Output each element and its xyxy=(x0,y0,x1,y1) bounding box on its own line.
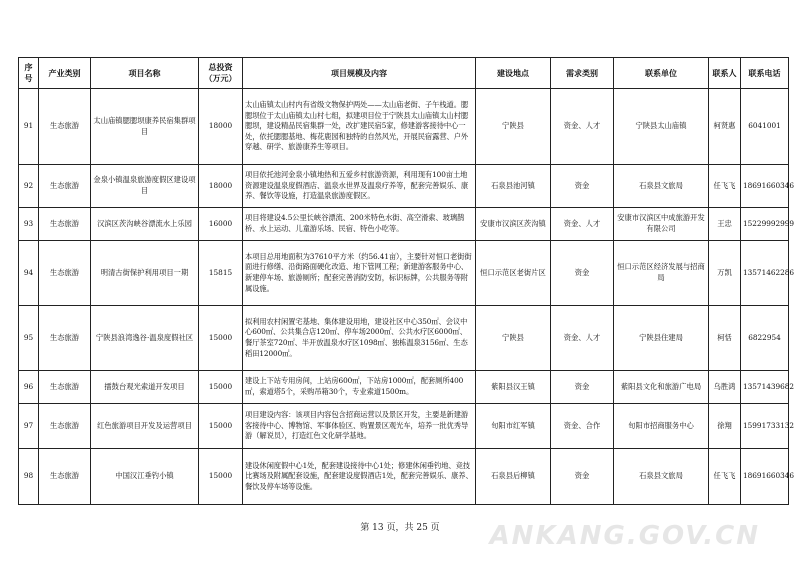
cell-category: 生态旅游 xyxy=(39,241,91,306)
cell-category: 生态旅游 xyxy=(39,165,91,208)
cell-location: 安康市汉滨区茨沟镇 xyxy=(476,208,551,241)
header-scale: 项目规模及内容 xyxy=(243,58,476,89)
cell-phone: 13571439682 xyxy=(741,371,789,404)
cell-investment: 15000 xyxy=(199,404,243,449)
header-needs: 需求类别 xyxy=(551,58,614,89)
cell-contact: 万凯 xyxy=(709,241,741,306)
site-watermark: ANKANG.GOV.CN xyxy=(489,521,760,551)
cell-scale: 建设休闲度假中心1处，配套建设接待中心1处；修建休闲垂钓地、竞技比赛场及附属配套设施，配套建设度假酒店1处，配套完善娱乐、康养、餐饮及停车场等设施。 xyxy=(243,449,476,505)
header-name: 项目名称 xyxy=(91,58,199,89)
cell-scale: 太山庙镇太山村内有省级文物保护两处——太山庙老街、子午栈道。腮腮坝位于太山庙镇太山村七组，拟建项目位于宁陕县太山庙镇太山村腮腮坝，建设精品民宿集群一处，改扩建民宿5家，修建游客接待中心一处，依托腮腮基地、梅花鹿园和独特的自然风光，开展民宿露营、户外穿越、研学、旅游康养生等项目。 xyxy=(243,89,476,165)
cell-scale: 建设上下站专用房间，上站房600㎡，下站房1000㎡，配套厕所400㎡，索道塔5个，采购吊箱30个，专业索道1500m。 xyxy=(243,371,476,404)
cell-no: 97 xyxy=(19,404,39,449)
cell-name: 宁陕县浪湾逸谷·温泉度假社区 xyxy=(91,306,199,371)
cell-unit: 旬阳市招商服务中心 xyxy=(614,404,709,449)
cell-unit: 石泉县文旅局 xyxy=(614,449,709,505)
cell-name: 金泉小镇温泉旅游度假区建设项目 xyxy=(91,165,199,208)
cell-phone: 15229992999 xyxy=(741,208,789,241)
cell-unit: 恒口示范区经济发展与招商局 xyxy=(614,241,709,306)
cell-no: 91 xyxy=(19,89,39,165)
cell-contact: 柯贤惠 xyxy=(709,89,741,165)
table-row xyxy=(19,165,789,208)
cell-investment: 18000 xyxy=(199,165,243,208)
cell-no: 95 xyxy=(19,306,39,371)
table-row xyxy=(19,404,789,449)
cell-investment: 18000 xyxy=(199,89,243,165)
cell-location: 石泉县后柳镇 xyxy=(476,449,551,505)
cell-no: 98 xyxy=(19,449,39,505)
cell-needs: 资金 xyxy=(551,371,614,404)
cell-needs: 资金 xyxy=(551,449,614,505)
cell-unit: 紫阳县文化和旅游广电局 xyxy=(614,371,709,404)
cell-unit: 宁陕县住建局 xyxy=(614,306,709,371)
cell-contact: 乌胜鸿 xyxy=(709,371,741,404)
cell-needs: 资金、合作 xyxy=(551,404,614,449)
cell-investment: 16000 xyxy=(199,208,243,241)
header-contact: 联系人 xyxy=(709,58,741,89)
table-row xyxy=(19,241,789,306)
cell-investment: 15000 xyxy=(199,371,243,404)
cell-category: 生态旅游 xyxy=(39,371,91,404)
cell-needs: 资金 xyxy=(551,165,614,208)
header-location: 建设地点 xyxy=(476,58,551,89)
cell-name: 汉滨区茨沟峡谷漂流水上乐园 xyxy=(91,208,199,241)
cell-unit: 安康市汉滨区中成旅游开发有限公司 xyxy=(614,208,709,241)
cell-scale: 本项目总用地面积为37610平方米（约56.41亩），主要针对恒口老街街面进行修缮、沿街路面硬化改造、地下管网工程；新建游客服务中心、新建停车场、旅游厕所；配套完善消防安防，标识标牌，公共服务等附属设施。 xyxy=(243,241,476,306)
cell-investment: 15000 xyxy=(199,449,243,505)
cell-investment: 15000 xyxy=(199,306,243,371)
cell-location: 宁陕县 xyxy=(476,306,551,371)
table-row xyxy=(19,89,789,165)
cell-scale: 项目建设内容：该项目内容包含招商运营以及景区开发，主要是新建游客接待中心、博物馆、军事体验区、购置景区观光车，培养一批优秀导游（解说员），打造红色文化研学基地。 xyxy=(243,404,476,449)
header-phone: 联系电话 xyxy=(741,58,789,89)
cell-needs: 资金 xyxy=(551,241,614,306)
table-row xyxy=(19,449,789,505)
cell-phone: 6041001 xyxy=(741,89,789,165)
page-number: 第 13 页，共 25 页 xyxy=(360,523,440,533)
cell-no: 96 xyxy=(19,371,39,404)
cell-name: 明清古街保护利用项目一期 xyxy=(91,241,199,306)
table-header-row xyxy=(19,58,789,89)
cell-category: 生态旅游 xyxy=(39,449,91,505)
cell-contact: 柯恬 xyxy=(709,306,741,371)
cell-contact: 王忠 xyxy=(709,208,741,241)
cell-scale: 项目将建设4.5公里长峡谷漂流、200米特色水街、高空滑索、玻璃鹊桥、水上运动、儿童游乐场、民宿、特色小吃等。 xyxy=(243,208,476,241)
header-investment: 总投资 （万元） xyxy=(199,58,243,89)
table-row xyxy=(19,371,789,404)
cell-needs: 资金、人才 xyxy=(551,208,614,241)
cell-location: 宁陕县 xyxy=(476,89,551,165)
cell-unit: 石泉县文旅局 xyxy=(614,165,709,208)
cell-unit: 宁陕县太山庙镇 xyxy=(614,89,709,165)
cell-investment: 15815 xyxy=(199,241,243,306)
cell-phone: 18691660346 xyxy=(741,165,789,208)
cell-phone: 15991733132 xyxy=(741,404,789,449)
cell-contact: 徐翔 xyxy=(709,404,741,449)
table-row xyxy=(19,306,789,371)
cell-phone: 18691660346 xyxy=(741,449,789,505)
cell-name: 擂鼓台观光索道开发项目 xyxy=(91,371,199,404)
cell-phone: 6822954 xyxy=(741,306,789,371)
cell-name: 红色旅游项目开发及运营项目 xyxy=(91,404,199,449)
header-no: 序号 xyxy=(19,58,39,89)
header-unit: 联系单位 xyxy=(614,58,709,89)
cell-phone: 13571462286 xyxy=(741,241,789,306)
cell-category: 生态旅游 xyxy=(39,404,91,449)
cell-category: 生态旅游 xyxy=(39,306,91,371)
table-row xyxy=(19,208,789,241)
cell-needs: 资金、人才 xyxy=(551,306,614,371)
cell-no: 93 xyxy=(19,208,39,241)
header-category: 产业类别 xyxy=(39,58,91,89)
cell-location: 恒口示范区老街片区 xyxy=(476,241,551,306)
cell-scale: 项目依托池河金泉小镇地热和五爱乡村旅游资源，利用现有100亩土地资源建设温泉度假酒店、温泉水世界及温泉疗养等，配套完善娱乐、康养、餐饮等设施，打造温泉旅游度假区。 xyxy=(243,165,476,208)
cell-category: 生态旅游 xyxy=(39,89,91,165)
cell-name: 中国汉江垂钓小镇 xyxy=(91,449,199,505)
cell-contact: 任飞飞 xyxy=(709,449,741,505)
cell-location: 旬阳市红军镇 xyxy=(476,404,551,449)
cell-no: 94 xyxy=(19,241,39,306)
cell-scale: 拟利用农村闲置宅基地、集体建设用地，建设社区中心350㎡、会议中心600㎡、公共集合店120㎡、停车场2000㎡、公共水疗区6000㎡、餐厅茶室720㎡、半开放温泉水疗区1098㎡、独栋温泉3156㎡、生态稻田12000㎡。 xyxy=(243,306,476,371)
cell-needs: 资金、人才 xyxy=(551,89,614,165)
cell-location: 石泉县池河镇 xyxy=(476,165,551,208)
project-table xyxy=(18,57,795,505)
cell-location: 紫阳县汉王镇 xyxy=(476,371,551,404)
cell-category: 生态旅游 xyxy=(39,208,91,241)
cell-name: 太山庙镇腮腮坝康养民宿集群项目 xyxy=(91,89,199,165)
cell-no: 92 xyxy=(19,165,39,208)
cell-contact: 任飞飞 xyxy=(709,165,741,208)
